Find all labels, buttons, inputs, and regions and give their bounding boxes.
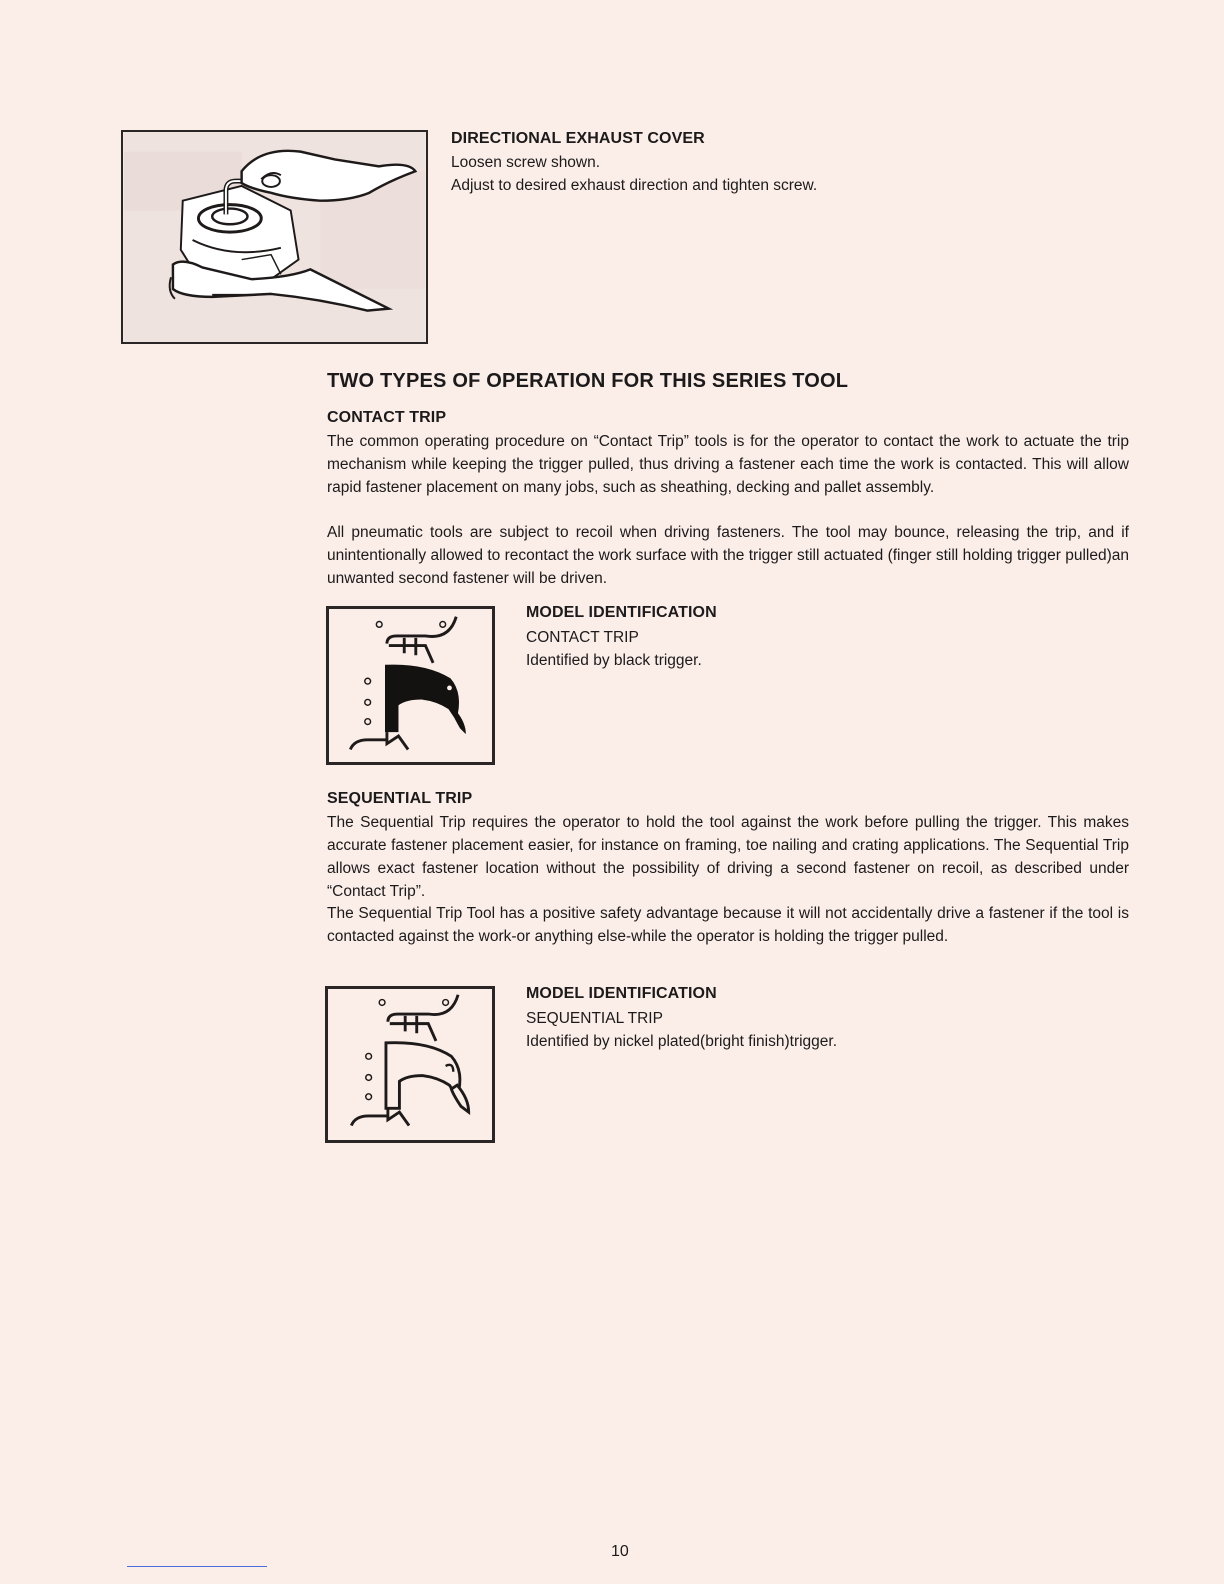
contact-trip-trigger-illustration xyxy=(326,606,495,765)
sequential-trip-model-description: Identified by nickel plated(bright finish)trigger. xyxy=(526,1033,838,1050)
sequential-trip-trigger-illustration xyxy=(325,986,495,1143)
nickel-trigger-drawing xyxy=(328,989,492,1140)
sequential-trip-paragraph-2: The Sequential Trip Tool has a positive safety advantage because it will not accidentally drive a fastener if the tool is contacted against the work-or anything else-while the operator is holding the trigger pulled. xyxy=(327,905,1129,945)
contact-trip-model-description: Identified by black trigger. xyxy=(526,652,702,669)
sequential-trip-heading: SEQUENTIAL TRIP xyxy=(327,790,473,807)
contact-trip-paragraph-2: All pneumatic tools are subject to recoil when driving fasteners. The tool may bounce, releasing the trip, and if unintentionally allowed to recontact the work surface with the trigger still actuated (finger still holding trigger pulled)an unwanted second fastener will be driven. xyxy=(327,524,1129,587)
sequential-trip-paragraph-1: The Sequential Trip requires the operator to hold the tool against the work before pulling the trigger. This makes accurate fastener placement easier, for instance on framing, toe nailing and crating applications. The Sequential Trip allows exact fastener location without the possibility of driving a second fastener on recoil, as described under “Contact Trip”. xyxy=(327,814,1129,900)
contact-trip-heading: CONTACT TRIP xyxy=(327,409,447,426)
contact-trip-paragraph-1: The common operating procedure on “Contact Trip” tools is for the operator to contact the work to actuate the trip mechanism while keeping the trigger pulled, thus driving a fastener each time the work is contacted. This will allow rapid fastener placement on many jobs, such as sheathing, decking and pallet assembly. xyxy=(327,433,1129,496)
hand-adjusting-exhaust-cover-drawing xyxy=(123,132,426,342)
exhaust-cover-illustration xyxy=(121,130,428,344)
exhaust-cover-heading: DIRECTIONAL EXHAUST COVER xyxy=(451,130,705,147)
page-number: 10 xyxy=(611,1543,629,1560)
exhaust-cover-step-2: Adjust to desired exhaust direction and tighten screw. xyxy=(451,177,818,194)
footer-rule xyxy=(127,1566,267,1567)
contact-trip-model-id-heading: MODEL IDENTIFICATION xyxy=(526,604,717,621)
sequential-trip-model-type: SEQUENTIAL TRIP xyxy=(526,1010,663,1027)
exhaust-cover-step-1: Loosen screw shown. xyxy=(451,154,601,171)
page-title: TWO TYPES OF OPERATION FOR THIS SERIES TOOL xyxy=(327,370,849,392)
sequential-trip-model-id-heading: MODEL IDENTIFICATION xyxy=(526,985,717,1002)
contact-trip-model-type: CONTACT TRIP xyxy=(526,629,639,646)
black-trigger-drawing xyxy=(329,609,492,762)
